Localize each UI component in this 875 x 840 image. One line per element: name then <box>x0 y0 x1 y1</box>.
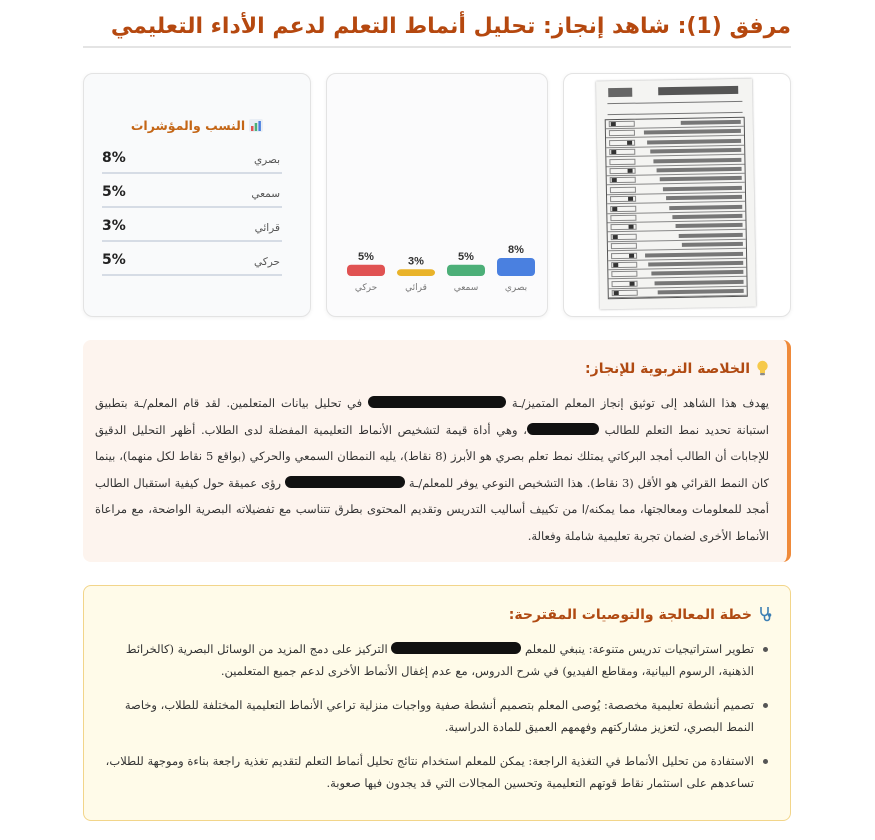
lightbulb-icon <box>756 360 769 376</box>
stat-row-reading <box>102 218 282 242</box>
list-item: تطوير استراتيجيات تدريس متنوعة: ينبغي للمعلم التركيز على دمج المزيد من الوسائل البصرية (كالخرائط الذهنية، الرسوم البيانية، ومقاطع الفيديو) في شرح الدروس، مع عدم إغفال الأنماط الأخرى لدعم جميع المتعلمين. <box>100 638 770 682</box>
recommendations-list <box>100 638 770 806</box>
stats-heading: النسب والمؤشرات <box>84 118 310 133</box>
stat-value: 8% <box>102 150 126 166</box>
bar-chart-icon <box>249 119 263 132</box>
list-item: الاستفادة من تحليل الأنماط في التغذية الراجعة: يمكن للمعلم استخدام نتائج تحليل أنماط التعلم لتقديم تغذية راجعة بناءة وموجهة للطلاب، تساعدهم على استثمار نقاط قوتهم التعليمية وتحسين المجالات التي قد يجدون فيها صعوبة. <box>100 750 770 794</box>
bar <box>347 265 385 276</box>
redacted-name <box>368 396 506 408</box>
stat-row-visual <box>102 150 282 174</box>
bar-value-label: 3% <box>408 255 424 268</box>
page-title: مرفق (1): شاهد إنجاز: تحليل أنماط التعلم لدعم الأداء التعليمي <box>110 14 791 39</box>
bar-chart-card <box>326 73 548 317</box>
bar-category-label: قرائي <box>405 283 427 293</box>
stat-row-kinesthetic <box>102 252 282 276</box>
bar-value-label: 5% <box>358 250 374 263</box>
stat-label: حركي <box>253 256 280 268</box>
redacted-name <box>391 642 521 654</box>
bar <box>397 269 435 276</box>
bar <box>497 258 535 276</box>
stat-label: سمعي <box>251 188 280 200</box>
bar-value-label: 5% <box>458 250 474 263</box>
stat-value: 5% <box>102 252 126 268</box>
bar-category-label: سمعي <box>453 283 479 293</box>
stat-row-auditory <box>102 184 282 208</box>
plan-heading: خطة المعالجة والتوصيات المقترحة: <box>509 606 772 623</box>
title-divider <box>83 46 791 48</box>
stat-value: 5% <box>102 184 126 200</box>
scan-header <box>604 84 744 100</box>
redacted-name <box>285 476 405 488</box>
stats-card <box>83 73 311 317</box>
stat-label: قرائي <box>254 222 280 234</box>
scan-table <box>605 117 748 299</box>
scanned-questionnaire-image <box>596 79 756 310</box>
redacted-name <box>527 423 599 435</box>
list-item: تصميم أنشطة تعليمية مخصصة: يُوصى المعلم بتصميم أنشطة صفية وواجبات منزلية تراعي الأنماط التعليمية المختلفة للطلاب، وخاصة النمط البصري، لتعزيز مشاركتهم وفهمهم العميق للمادة الدراسية. <box>100 694 770 738</box>
bar-category-label: بصري <box>504 283 528 293</box>
learning-styles-bar-chart <box>327 74 549 318</box>
bar <box>447 265 485 276</box>
stat-label: بصري <box>253 154 280 166</box>
evidence-image-card <box>563 73 791 317</box>
stat-value: 3% <box>102 218 126 234</box>
pedagogical-summary-section <box>83 340 791 562</box>
treatment-plan-section <box>83 585 791 821</box>
summary-heading: الخلاصة التربوية للإنجاز: <box>585 360 769 377</box>
bar-value-label: 8% <box>508 244 524 256</box>
scan-row <box>609 287 747 298</box>
stethoscope-icon <box>758 606 772 622</box>
summary-paragraph: يهدف هذا الشاهد إلى توثيق إنجاز المعلم المتميز/ـة في تحليل بيانات المتعلمين. لقد قام المعلم/ـة بتطبيق استبانة تحديد نمط التعلم للطالب ، وهي أداة قيمة لتشخيص الأنماط التعليمية المفضلة لدى الطلاب. أظهر التحليل الدقيق للإجابات أن الطالب أمجد البركاتي يمتلك نمط تعلم بصري هو الأبرز (8 نقاط)، يليه النمطان السمعي والحركي (بواقع 5 نقاط لكل منهما)، بينما كان النمط القرائي هو الأقل (3 نقاط). هذا التشخيص النوعي يوفر للمعلم/ـة رؤى عميقة حول كيفية استقبال الطالب أمجد للمعلومات ومعالجتها، مما يمكنه/ا من تكييف أساليب التدريس وتقديم المحتوى بطرق تتناسب مع تفضيلاته البصرية الواضحة، مع مراعاة الأنماط الأخرى لضمان تجربة تعليمية شاملة وفعالة. <box>95 396 770 543</box>
bar-category-label: حركي <box>354 283 378 293</box>
